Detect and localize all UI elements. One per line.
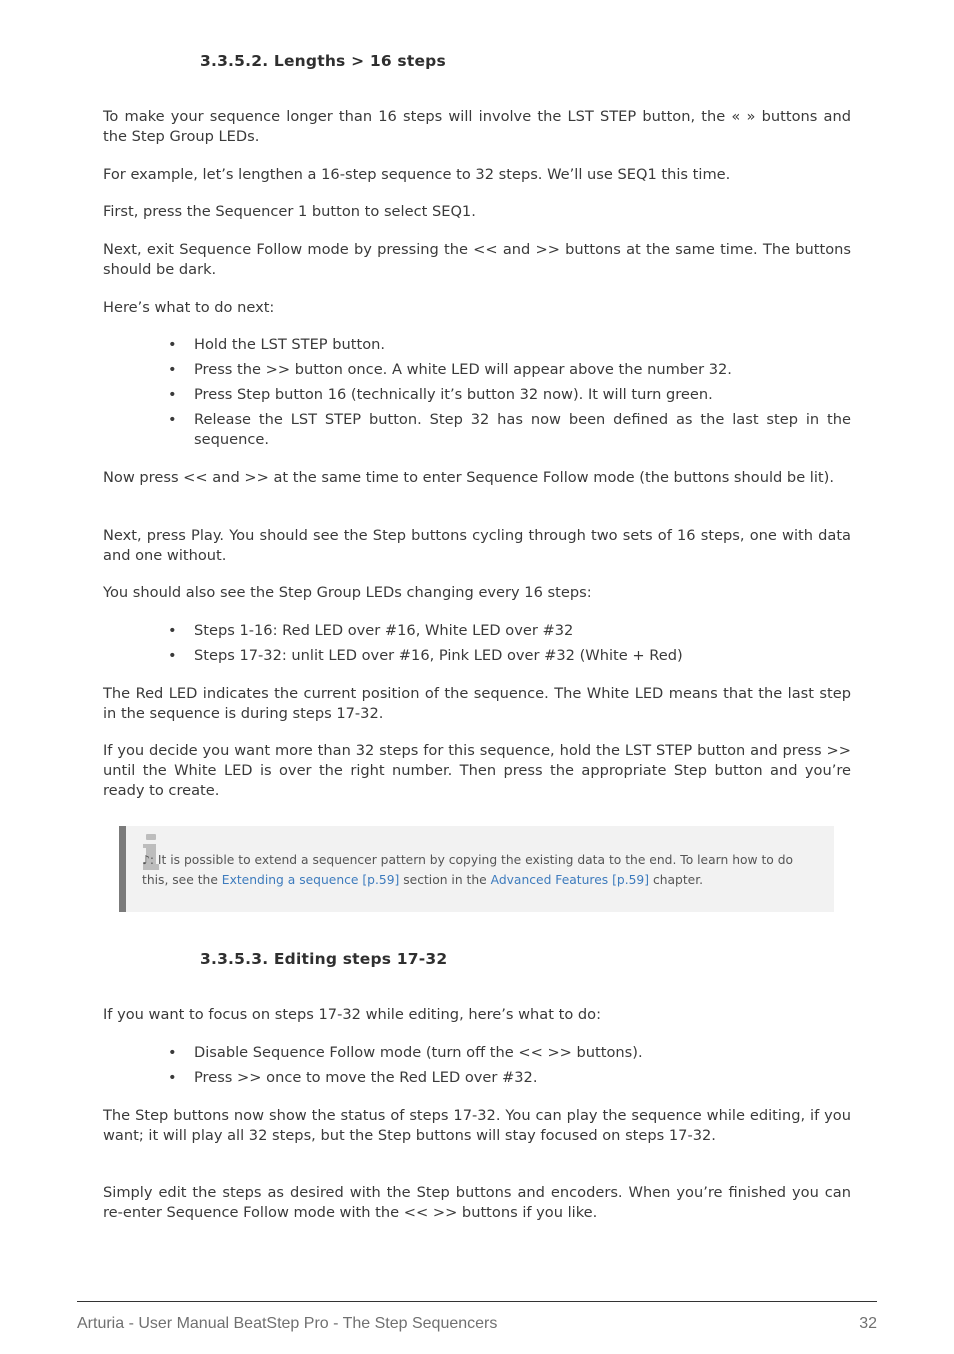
paragraph-red-led: The Red LED indicates the current position of the sequence. The White LED means that the last step in the sequence is during steps 17-32. (103, 685, 851, 722)
page-number: 32 (859, 1315, 877, 1332)
note-text (142, 850, 822, 890)
footer-divider (77, 1301, 877, 1302)
paragraph-example: For example, let’s lengthen a 16-step sequence to 32 steps. We’ll use SEQ1 this time. (103, 166, 731, 183)
paragraph-heres: Here’s what to do next: (103, 299, 275, 316)
list-item: • Steps 17-32: unlit LED over #16, Pink LED over #32 (White + Red) (166, 646, 851, 666)
paragraph-first: First, press the Sequencer 1 button to select SEQ1. (103, 203, 476, 220)
link-extending-sequence[interactable]: Extending a sequence [p.59] (221, 873, 400, 887)
paragraph-now-press: Now press << and >> at the same time to enter Sequence Follow mode (the buttons should be lit). (103, 469, 834, 486)
paragraph-next: Next, exit Sequence Follow mode by pressing the << and >> buttons at the same time. The buttons should be dark. (103, 241, 851, 278)
footer-title: Arturia - User Manual BeatStep Pro - The Step Sequencers (77, 1315, 498, 1332)
list-item: • Press the >> button once. A white LED will appear above the number 32. (166, 360, 851, 380)
list-item: • Press >> once to move the Red LED over #32. (166, 1068, 851, 1088)
led-list (166, 621, 851, 671)
list-item: • Steps 1-16: Red LED over #16, White LED over #32 (166, 621, 851, 641)
list-item: • Release the LST STEP button. Step 32 has now been defined as the last step in the sequence. (166, 410, 851, 450)
paragraph-intro: To make your sequence longer than 16 steps will involve the LST STEP button, the « » buttons and the Step Group LEDs. (103, 108, 851, 145)
list-item: • Hold the LST STEP button. (166, 335, 851, 355)
paragraph-simply-edit: Simply edit the steps as desired with the Step buttons and encoders. When you’re finished you can re-enter Sequence Follow mode with the << >> buttons if you like. (103, 1184, 851, 1221)
section-heading-lengths: 3.3.5.2. Lengths > 16 steps (200, 52, 446, 70)
list-item: • Disable Sequence Follow mode (turn off the << >> buttons). (166, 1043, 851, 1063)
section-heading-editing: 3.3.5.3. Editing steps 17-32 (200, 950, 448, 968)
note-middle: section in the (399, 873, 491, 887)
paragraph-status: The Step buttons now show the status of steps 17-32. You can play the sequence while editing, if you want; it will play all 32 steps, but the Step buttons will stay focused on steps 17-32. (103, 1107, 851, 1144)
paragraph-step-group: You should also see the Step Group LEDs changing every 16 steps: (103, 584, 592, 601)
link-advanced-features[interactable]: Advanced Features [p.59] (490, 873, 650, 887)
note-suffix: chapter. (649, 873, 704, 887)
paragraph-play: Next, press Play. You should see the Step buttons cycling through two sets of 16 steps, one with data and one without. (103, 527, 851, 564)
paragraph-more-steps: If you decide you want more than 32 steps for this sequence, hold the LST STEP button and press >> until the White LED is over the right number. Then press the appropriate Step button and you’re ready to create. (103, 742, 851, 799)
paragraph-focus: If you want to focus on steps 17-32 while editing, here’s what to do: (103, 1006, 601, 1023)
steps-list (166, 335, 851, 455)
note-prefix: ♪: It is possible to extend a sequencer pattern by copying the existing data to the end. To learn how to do this, see the (142, 853, 794, 887)
editing-list (166, 1043, 851, 1093)
list-item: • Press Step button 16 (technically it’s button 32 now). It will turn green. (166, 385, 851, 405)
info-note (119, 826, 834, 912)
